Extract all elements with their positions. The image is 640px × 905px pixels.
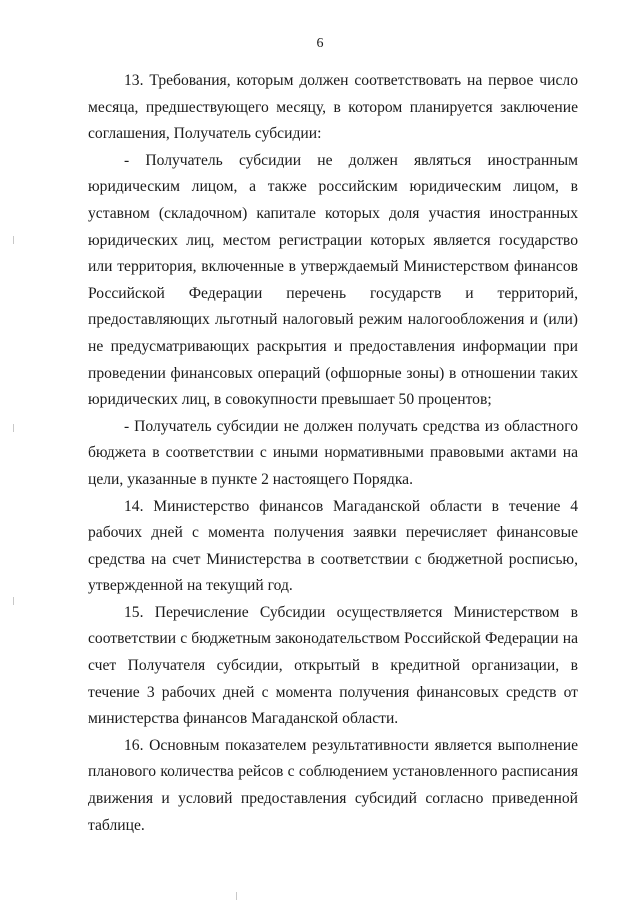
paragraph-13-condition-2: - Получатель субсидии не должен получать средства из областного бюджета в соответствии с иными нормативными правовыми актами на цели, указанные в пункте 2 настоящего Порядка. bbox=[88, 417, 578, 488]
page-number: 6 bbox=[316, 36, 324, 51]
paragraph-15: 15. Перечисление Субсидии осуществляется Министерством в соответствии с бюджетным законодательством Российской Федерации на счет Получателя субсидии, открытый в кредитной организации, в течение 3 рабочих дней с момента получения финансовых средств от министерства финансов Магаданской области. bbox=[88, 603, 578, 728]
paragraph-13: 13. Требования, которым должен соответствовать на первое число месяца, предшествующего месяцу, в котором планируется заключение соглашения, Получатель субсидии: bbox=[88, 72, 578, 143]
paragraph-14: 14. Министерство финансов Магаданской области в течение 4 рабочих дней с момента получения заявки перечисляет финансовые средства на счет Министерства в соответствии с бюджетной росписью, утвержденной на текущий год. bbox=[88, 497, 578, 595]
scan-artifact-mark bbox=[236, 892, 237, 900]
paragraph-16: 16. Основным показателем результативности является выполнение планового количества рейсов с соблюдением установленного расписания движения и условий предоставления субсидий согласно приведенной таблице. bbox=[88, 736, 578, 834]
document-body bbox=[88, 68, 578, 839]
scan-artifact-mark bbox=[13, 236, 14, 244]
scan-artifact-mark bbox=[13, 424, 14, 432]
paragraph-13-condition-1: - Получатель субсидии не должен являться иностранным юридическим лицом, а также российским юридическим лицом, в уставном (складочном) капитале которых доля участия иностранных юридических лиц, местом регистрации которых является государство или территория, включенные в утверждаемый Министерством финансов Российской Федерации перечень государств и территорий, предоставляющих льготный налоговый режим налогообложения и (или) не предусматривающих раскрытия и предоставления информации при проведении финансовых операций (офшорные зоны) в отношении таких юридических лиц, в совокупности превышает 50 процентов; bbox=[88, 151, 578, 409]
scan-artifact-mark bbox=[13, 597, 14, 605]
